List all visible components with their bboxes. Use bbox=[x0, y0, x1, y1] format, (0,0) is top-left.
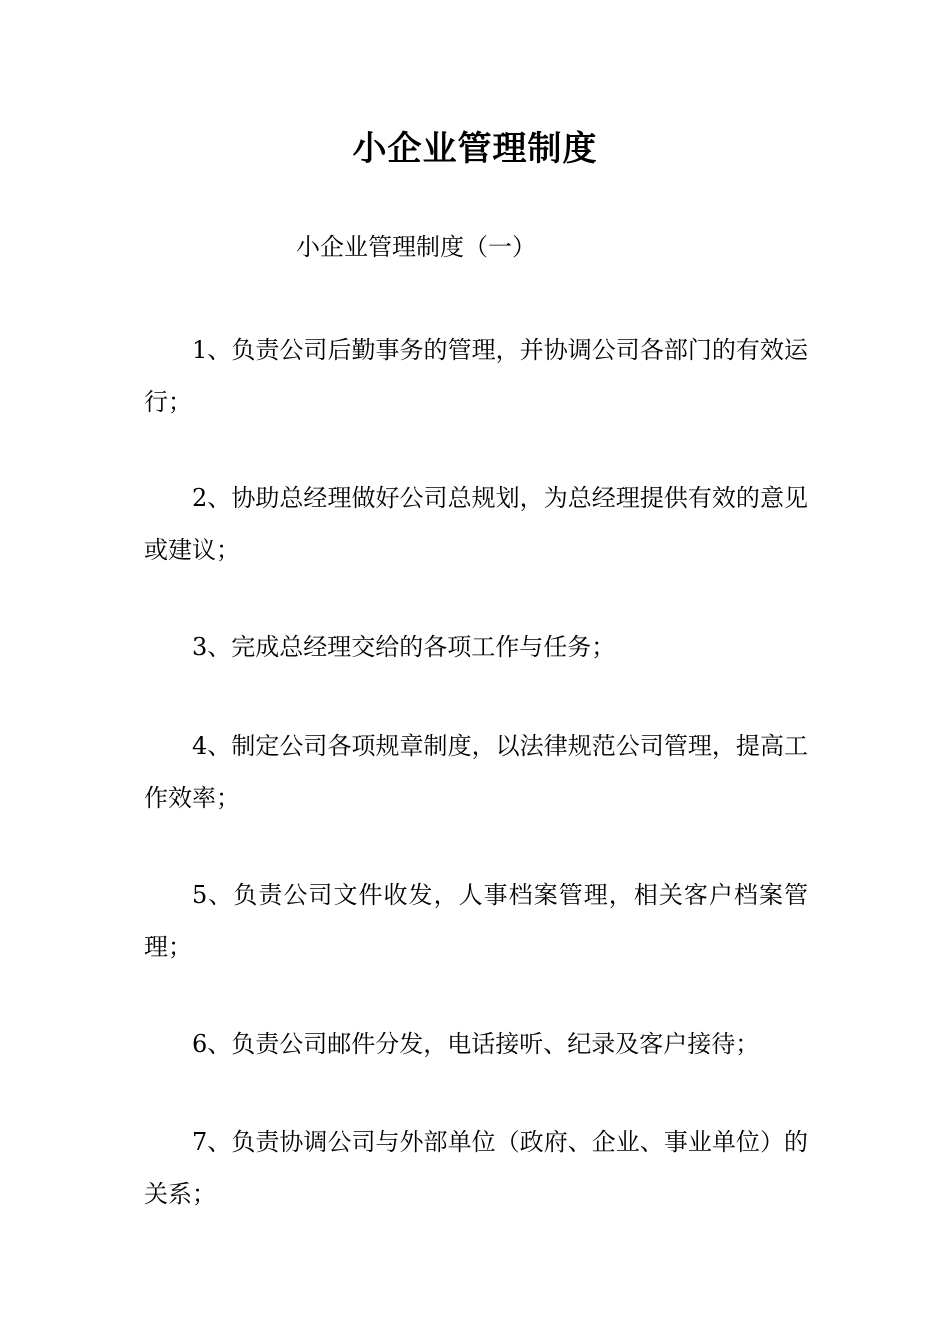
document-title: 小企业管理制度 bbox=[352, 129, 598, 169]
clause-item: 5、负责公司文件收发，人事档案管理，相关客户档案管理； bbox=[144, 881, 808, 961]
clause-item: 3、完成总经理交给的各项工作与任务； bbox=[192, 633, 616, 661]
clause-item: 7、负责协调公司与外部单位（政府、企业、事业单位）的关系； bbox=[144, 1128, 808, 1208]
clause-item: 6、负责公司邮件分发，电话接听、纪录及客户接待； bbox=[192, 1030, 760, 1058]
clause-item: 4、制定公司各项规章制度，以法律规范公司管理，提高工作效率； bbox=[144, 732, 808, 812]
clause-item: 2、协助总经理做好公司总规划，为总经理提供有效的意见或建议； bbox=[144, 484, 808, 564]
clause-item: 1、负责公司后勤事务的管理，并协调公司各部门的有效运行； bbox=[144, 336, 808, 416]
document-subtitle: 小企业管理制度（一） bbox=[296, 233, 536, 261]
